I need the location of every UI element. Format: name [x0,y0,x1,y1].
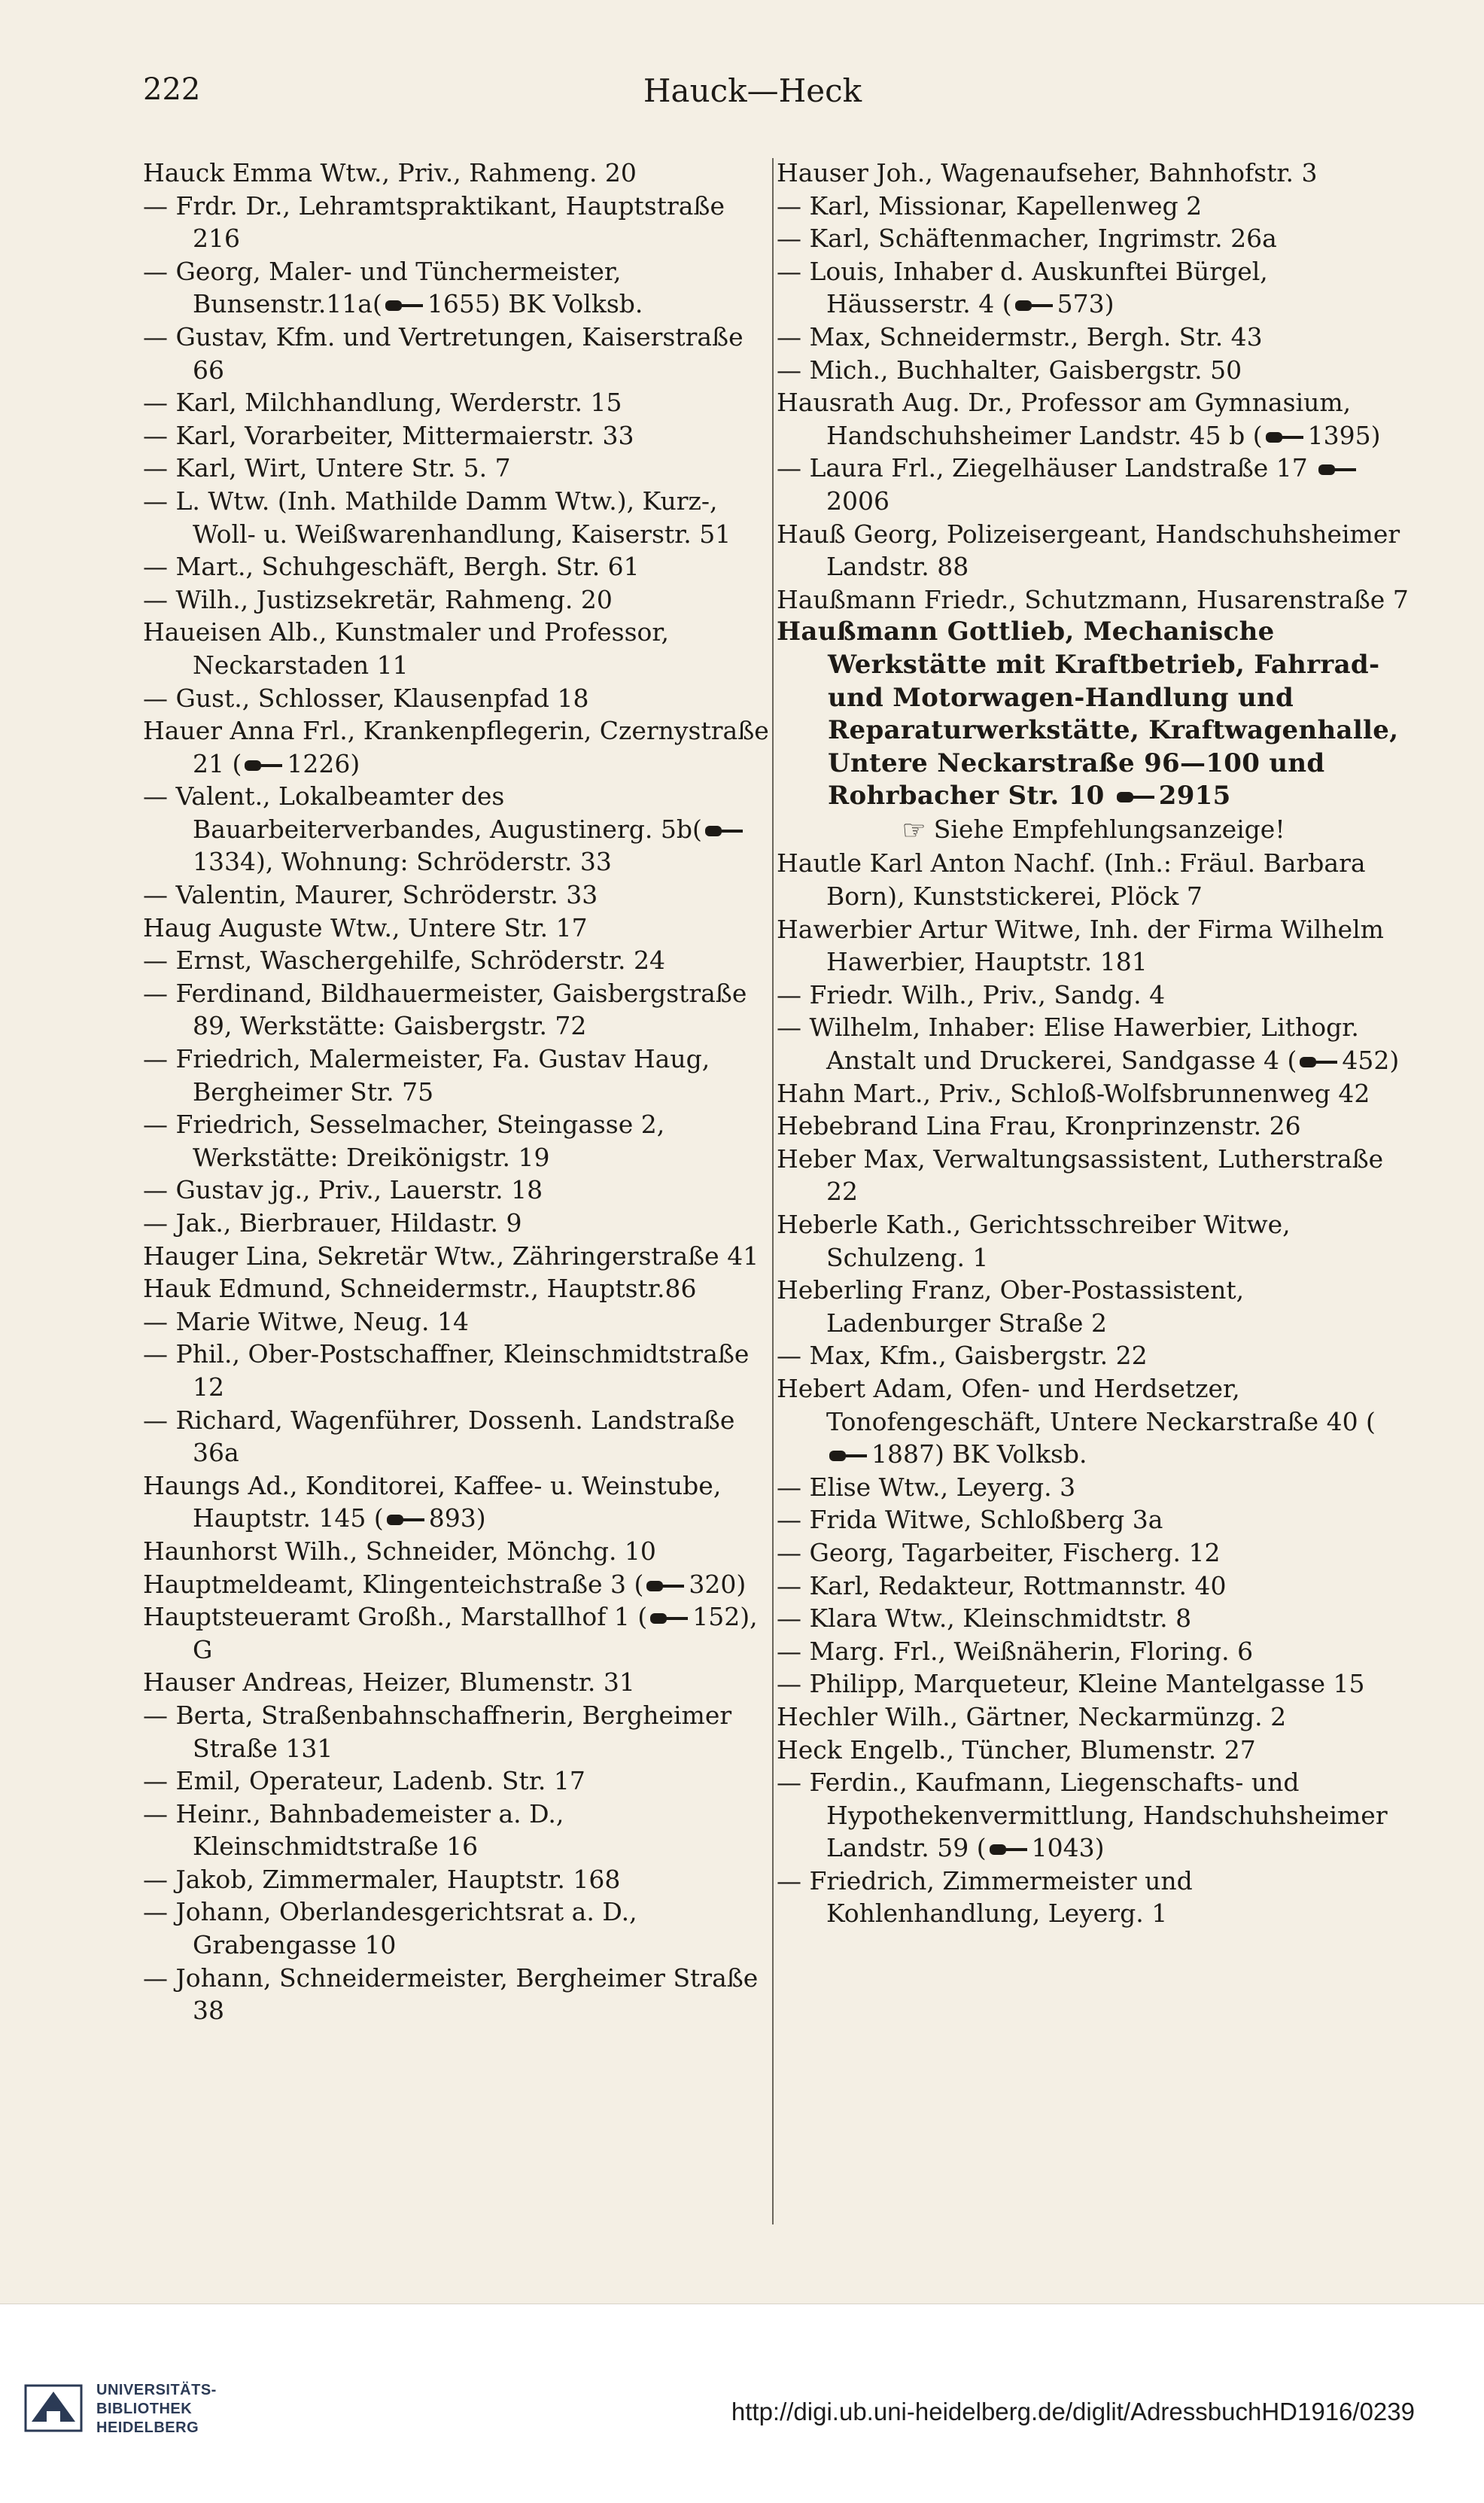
phone-number: 1887 [871,1439,935,1469]
directory-entry [143,1469,775,1535]
permalink-url[interactable]: http://digi.ub.uni-heidelberg.de/diglit/AdressbuchHD1916/0239 [731,2398,1415,2425]
directory-entry [777,1143,1410,1208]
directory-entry [143,912,775,945]
library-name-line: UNIVERSITÄTS- [96,2382,217,2398]
directory-entry [143,944,775,977]
telephone-icon [1117,789,1156,805]
entry-text: Haunhorst Wilh., Schneider, Mönchg. 10 [143,1536,656,1566]
entry-text: — Jak., Bierbrauer, Hildastr. 9 [143,1208,522,1238]
telephone-icon [829,1448,868,1464]
directory-entry [777,1865,1410,1930]
entry-text: Hawerbier Artur Witwe, Inh. der Firma Wilhelm Hawerbier, Hauptstr. 181 [777,914,1384,977]
entry-text: — Friedrich, Malermeister, Fa. Gustav Haug, Bergheimer Str. 75 [143,1044,710,1107]
entry-text: — Karl, Schäftenmacher, Ingrimstr. 26a [777,224,1277,254]
entry-text: — Georg, Tagarbeiter, Fischerg. 12 [777,1537,1221,1567]
entry-text: — Friedr. Wilh., Priv., Sandg. 4 [777,979,1166,1009]
entry-text: — Laura Frl., Ziegelhäuser Landstraße 17 [777,453,1316,483]
entry-text-after: ) [350,748,360,778]
directory-entry [777,157,1410,190]
entry-text: — Marie Witwe, Neug. 14 [143,1306,469,1336]
entry-text: Hauptmeldeamt, Klingenteichstraße 3 ( [143,1569,644,1599]
entry-text: Heck Engelb., Tüncher, Blumenstr. 27 [777,1734,1256,1765]
directory-entry [777,847,1410,912]
entry-text: — Karl, Milchhandlung, Werderstr. 15 [143,388,622,418]
entry-text: Hebert Adam, Ofen- und Herdsetzer, Tonofengeschäft, Untere Neckarstraße 40 ( [777,1373,1376,1436]
directory-entry [777,979,1410,1012]
entry-text: Hechler Wilh., Gärtner, Neckarmünzg. 2 [777,1701,1287,1731]
entry-text: Haußmann Gottlieb, Mechanische Werkstätte mit Kraftbetrieb, Fahrrad- und Motorwagen-Handlung und Reparaturwerkstätte, Kraftwagenhalle, Untere Neckarstraße 96—100 und Rohrbacher Str. 10 [777,617,1399,811]
directory-entry [143,1305,775,1338]
entry-text: Haußmann Friedr., Schutzmann, Husarenstraße 7 [777,584,1409,614]
directory-entry [143,1207,775,1240]
entry-text: Siehe Empfehlungsanzeige! [933,814,1285,844]
entry-text: — Gust., Schlosser, Klausenpfad 18 [143,683,589,713]
entry-text: Heberling Franz, Ober-Postassistent, Ladenburger Straße 2 [777,1275,1245,1338]
directory-entry [143,485,775,550]
directory-entry [777,1110,1410,1143]
entry-text: — Friedrich, Sesselmacher, Steingasse 2, Werkstätte: Dreikönigstr. 19 [143,1110,665,1172]
phone-number: 2006 [826,486,889,516]
directory-entry [143,1404,775,1469]
column-divider [772,158,774,2224]
entry-text-after: ) BK Volksb. [934,1439,1087,1469]
directory-entry [143,1699,775,1765]
directory-entry [777,1372,1410,1471]
entry-text: Haungs Ad., Konditorei, Kaffee- u. Weinstube, Hauptstr. 145 ( [143,1470,722,1533]
entry-text: — Wilhelm, Inhaber: Elise Hawerbier, Lithogr. Anstalt und Druckerei, Sandgasse 4 ( [777,1012,1359,1076]
entry-text: Hauer Anna Frl., Krankenpflegerin, Czernystraße 21 ( [143,716,769,778]
directory-entry [143,386,775,419]
viewer-footer [0,2304,1484,2503]
entry-text: Hauck Emma Wtw., Priv., Rahmeng. 20 [143,158,637,187]
entry-text-after: ) [1104,289,1115,319]
directory-entry [777,1766,1410,1865]
entry-text: — Louis, Inhaber d. Auskunftei Bürgel, Häusserstr. 4 ( [777,256,1268,319]
directory-entry [143,1896,775,1961]
directory-entry [777,1570,1410,1603]
entry-text: — Gustav jg., Priv., Lauerstr. 18 [143,1175,543,1205]
directory-entry [777,1701,1410,1734]
directory-entry [143,1240,775,1273]
entry-text: — Max, Kfm., Gaisbergstr. 22 [777,1341,1148,1371]
directory-entry [777,1503,1410,1536]
entry-text-after: ) [736,1569,747,1599]
telephone-icon [385,297,424,314]
telephone-icon [245,757,284,774]
entry-text: Hebebrand Lina Frau, Kronprinzenstr. 26 [777,1111,1301,1141]
entry-text: Hautle Karl Anton Nachf. (Inh.: Fräul. Barbara Born), Kunststickerei, Plöck 7 [777,848,1366,912]
telephone-icon [387,1512,426,1528]
entry-text-after: ) [476,1503,486,1533]
entry-text: — Friedrich, Zimmermeister und Kohlenhandlung, Leyerg. 1 [777,1865,1193,1929]
telephone-icon [1318,461,1358,478]
directory-entry [777,222,1410,255]
entry-text: Heberle Kath., Gerichtsschreiber Witwe, Schulzeng. 1 [777,1210,1291,1272]
directory-entry [143,1962,775,2027]
directory-entry [143,1174,775,1207]
entry-text: — Ernst, Waschergehilfe, Schröderstr. 24 [143,945,665,976]
entry-text: Haug Auguste Wtw., Untere Str. 17 [143,912,588,942]
directory-entry [143,1863,775,1896]
library-name [96,2381,217,2438]
directory-entry [143,1798,775,1863]
entry-text: — Phil., Ober-Postschaffner, Kleinschmidtstraße 12 [143,1339,750,1402]
entry-text: — Frdr. Dr., Lehramtspraktikant, Hauptstraße 216 [143,190,725,254]
phone-number: 1655 [427,289,491,319]
entry-text: — Johann, Oberlandesgerichtsrat a. D., Grabengasse 10 [143,1897,637,1960]
entry-text: Hauß Georg, Polizeisergeant, Handschuhsheimer Landstr. 88 [777,519,1400,582]
telephone-icon [1266,429,1305,446]
entry-text-after: ) [1389,1046,1400,1076]
directory-entry [777,386,1410,452]
entry-text: — Karl, Wirt, Untere Str. 5. 7 [143,453,511,483]
entry-text: — Max, Schneidermstr., Bergh. Str. 43 [777,321,1263,352]
entry-text: — Karl, Missionar, Kapellenweg 2 [777,190,1203,221]
entry-text: — Ferdinand, Bildhauermeister, Gaisbergstraße 89, Werkstätte: Gaisbergstr. 72 [143,978,747,1041]
entry-text: Hausrath Aug. Dr., Professor am Gymnasium, Handschuhsheimer Landstr. 45 b ( [777,388,1352,450]
directory-entry [143,1043,775,1108]
phone-number: 2915 [1158,781,1231,811]
directory-entry [777,190,1410,223]
phone-number: 1334 [193,847,256,877]
library-name-line: BIBLIOTHEK [96,2401,193,2417]
entry-text-after: ) [1370,420,1381,450]
entry-text: Heber Max, Verwaltungsassistent, Lutherstraße 22 [777,1143,1384,1207]
telephone-icon [646,1578,686,1594]
entry-text: — Heinr., Bahnbademeister a. D., Kleinschmidtstraße 16 [143,1798,564,1862]
directory-entry [777,1077,1410,1110]
directory-entry [777,1274,1410,1339]
entry-text: — Mich., Buchhalter, Gaisbergstr. 50 [777,355,1242,385]
entry-text: — Valentin, Maurer, Schröderstr. 33 [143,880,598,910]
entry-text: — L. Wtw. (Inh. Mathilde Damm Wtw.), Kurz-, Woll- u. Weißwarenhandlung, Kaiserstr. 51 [143,486,731,549]
entry-text: — Elise Wtw., Leyerg. 3 [777,1472,1076,1502]
phone-number: 320 [689,1569,737,1599]
directory-entry [143,1666,775,1699]
directory-entry [777,1011,1410,1076]
telephone-icon [1015,297,1054,314]
entry-text-after: ) BK Volksb. [490,289,643,319]
entry-text: Haueisen Alb., Kunstmaler und Professor, Neckarstaden 11 [143,617,670,680]
directory-entry [143,583,775,617]
entry-text: — Mart., Schuhgeschäft, Bergh. Str. 61 [143,552,640,582]
directory-entry [777,913,1410,979]
directory-entry [143,550,775,583]
directory-entry [143,321,775,386]
phone-number: 573 [1057,289,1105,319]
directory-entry [143,157,775,190]
telephone-icon [990,1841,1029,1858]
directory-entry [777,1667,1410,1701]
directory-entry [143,1272,775,1305]
directory-entry [143,616,775,681]
directory-entry [143,714,775,780]
right-column [777,157,1410,1930]
phone-number: 1043 [1031,1833,1095,1863]
directory-entry [777,1536,1410,1570]
entry-text: Hauptsteueramt Großh., Marstallhof 1 ( [143,1602,648,1632]
entry-text: — Berta, Straßenbahnschaffnerin, Bergheimer Straße 131 [143,1700,732,1763]
directory-entry [143,1338,775,1403]
library-logo[interactable] [24,2380,280,2440]
directory-entry [143,255,775,321]
directory-entry [143,1568,775,1601]
running-head: Hauck—Heck [643,72,862,109]
phone-number: 1226 [287,748,351,778]
entry-text: Hauger Lina, Sekretär Wtw., Zähringerstraße 41 [143,1241,759,1271]
entry-text: — Philipp, Marqueteur, Kleine Mantelgasse 15 [777,1669,1365,1699]
directory-entry [777,452,1410,517]
directory-entry [777,1339,1410,1372]
directory-entry [777,1471,1410,1504]
phone-number: 893 [428,1503,476,1533]
telephone-icon [705,823,744,839]
entry-text: Hauk Edmund, Schneidermstr., Hauptstr.86 [143,1274,697,1304]
entry-text: — Richard, Wagenführer, Dossenh. Landstraße 36a [143,1405,735,1468]
entry-text: — Karl, Redakteur, Rottmannstr. 40 [777,1570,1227,1600]
directory-entry [777,255,1410,321]
page-header [143,72,1362,117]
directory-entry [777,1208,1410,1274]
entry-text: — Georg, Maler- und Tünchermeister, Bunsenstr.11a( [143,256,622,319]
entry-text: — Emil, Operateur, Ladenb. Str. 17 [143,1766,585,1796]
directory-entry [777,583,1410,617]
entry-text: — Gustav, Kfm. und Vertretungen, Kaiserstraße 66 [143,321,744,385]
directory-entry [777,321,1410,354]
directory-entry [143,1765,775,1798]
directory-entry [143,1600,775,1666]
entry-text-after: ) [1094,1833,1105,1863]
pointing-hand-icon: ☞ [902,815,926,846]
phone-number: 1395 [1307,420,1371,450]
library-seal-icon [24,2384,83,2432]
directory-entry [777,354,1410,387]
phone-number: 452 [1342,1046,1390,1076]
entry-text: Hauser Andreas, Heizer, Blumenstr. 31 [143,1667,635,1698]
directory-entry [777,1734,1410,1767]
entry-text: Hauser Joh., Wagenaufseher, Bahnhofstr. 3 [777,158,1318,187]
page-number: 222 [143,72,201,107]
directory-entry [143,878,775,912]
entry-text: — Johann, Schneidermeister, Bergheimer Straße 38 [143,1963,759,2026]
entry-text: — Jakob, Zimmermaler, Hauptstr. 168 [143,1864,621,1894]
directory-entry [143,682,775,715]
directory-entry [777,813,1410,848]
entry-text: — Frida Witwe, Schloßberg 3a [777,1505,1163,1535]
left-column [143,157,775,2027]
entry-text: — Ferdin., Kaufmann, Liegenschafts- und Hypothekenvermittlung, Handschuhsheimer Landstr. 59 ( [777,1768,1388,1863]
entry-text: Hahn Mart., Priv., Schloß-Wolfsbrunnenweg 42 [777,1078,1370,1108]
directory-entry [777,616,1410,813]
entry-text: — Klara Wtw., Kleinschmidtstr. 8 [777,1603,1192,1634]
directory-entry [143,1535,775,1568]
directory-entry [143,977,775,1043]
directory-entry [777,1602,1410,1635]
directory-entry [777,518,1410,583]
entry-text-after: ), G [193,1602,758,1664]
directory-entry [143,452,775,485]
directory-entry [777,1635,1410,1668]
telephone-icon [1300,1054,1339,1070]
entry-text-after: ), Wohnung: Schröderstr. 33 [255,847,612,877]
entry-text: — Karl, Vorarbeiter, Mittermaierstr. 33 [143,420,634,450]
directory-entry [143,419,775,452]
directory-entry [143,780,775,878]
entry-text: — Valent., Lokalbeamter des Bauarbeiterverbandes, Augustinerg. 5b( [143,781,702,844]
entry-text: — Marg. Frl., Weißnäherin, Floring. 6 [777,1636,1254,1666]
phone-number: 152 [692,1602,740,1632]
directory-entry [143,190,775,255]
entry-text: — Wilh., Justizsekretär, Rahmeng. 20 [143,584,613,614]
library-name-line: HEIDELBERG [96,2419,199,2436]
telephone-icon [650,1610,689,1627]
directory-entry [143,1108,775,1174]
